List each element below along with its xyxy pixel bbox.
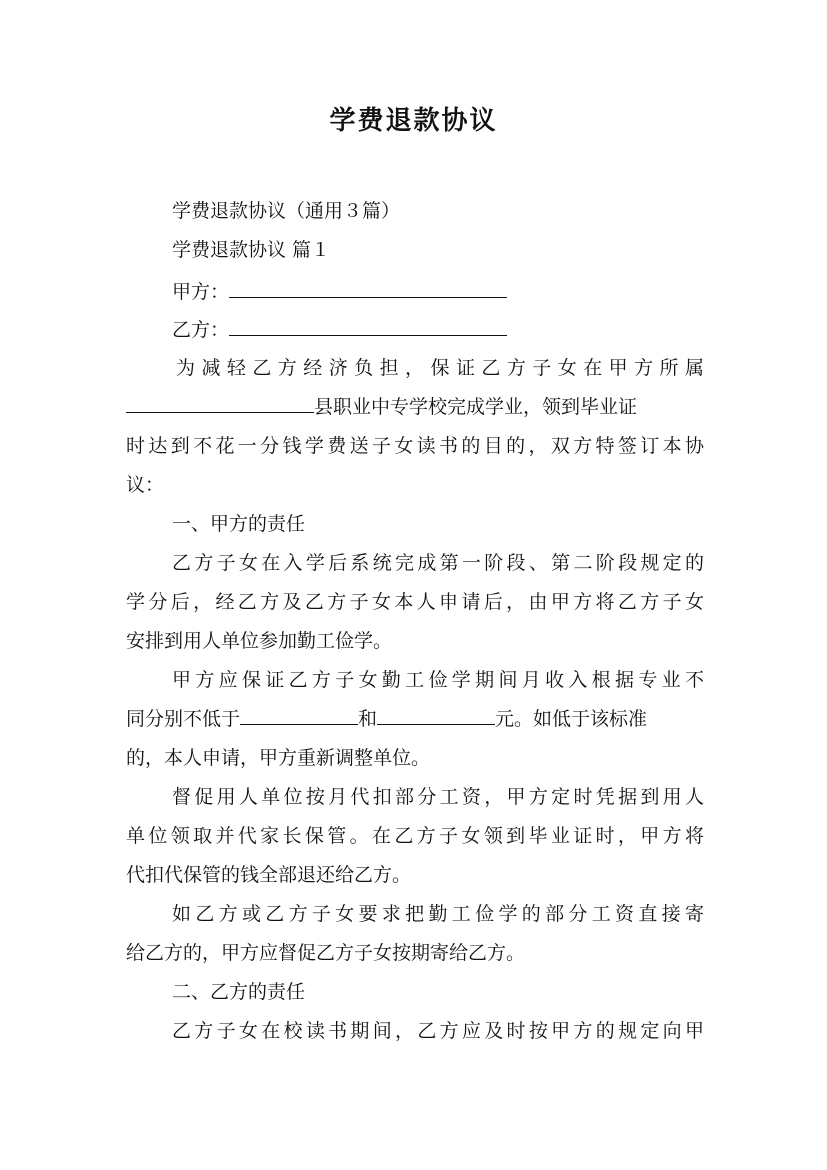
- sec1-p2-line-3: 的，本人申请，甲方重新调整单位。: [126, 747, 431, 769]
- party-a-line: [172, 279, 704, 305]
- sec1-p1-line-1: 乙方子女在入学后系统完成第一阶段、第二阶段规定的: [172, 552, 704, 574]
- party-b-label: 乙方：: [172, 319, 230, 341]
- sec1-p4-line-2: 给乙方的，甲方应督促乙方子女按期寄给乙方。: [126, 942, 526, 964]
- intro-line-2: [126, 394, 704, 420]
- intro-line-2-text: 县职业中专学校完成学业，领到毕业证: [314, 396, 638, 418]
- sec1-p4-line-1: 如乙方或乙方子女要求把勤工俭学的部分工资直接寄: [172, 903, 704, 925]
- intro-line-1: 为减轻乙方经济负担，保证乙方子女在甲方所属: [176, 357, 704, 379]
- subtitle: 学费退款协议（通用３篇）: [172, 200, 401, 222]
- intro-line-4: 议：: [126, 474, 165, 496]
- sec1-p2-text-a: 同分别不低于: [126, 708, 241, 730]
- party-a-blank: [229, 279, 507, 298]
- sec1-p3-line-2: 单位领取并代家长保管。在乙方子女领到毕业证时，甲方将: [126, 825, 704, 847]
- page-title: 学费退款协议: [329, 106, 498, 136]
- county-blank: [126, 394, 314, 413]
- sec1-p3-line-1: 督促用人单位按月代扣部分工资，甲方定时凭据到用人: [172, 786, 704, 808]
- party-b-line: [172, 317, 704, 343]
- sec2-heading: 二、乙方的责任: [172, 981, 306, 1003]
- intro-line-3: 时达到不花一分钱学费送子女读书的目的，双方特签订本协: [126, 435, 704, 457]
- sec1-p2-text-b: 和: [358, 708, 378, 730]
- sec2-p1-line-1: 乙方子女在校读书期间，乙方应及时按甲方的规定向甲: [172, 1020, 704, 1042]
- section-heading: 学费退款协议 篇１: [172, 239, 331, 261]
- sec1-p2-line-2: [126, 706, 704, 732]
- sec1-p1-line-2: 学分后，经乙方及乙方子女本人申请后，由甲方将乙方子女: [126, 591, 704, 613]
- sec1-heading: 一、甲方的责任: [172, 513, 306, 535]
- party-a-label: 甲方：: [172, 281, 230, 303]
- sec1-p2-line-1: 甲方应保证乙方子女勤工俭学期间月收入根据专业不: [172, 669, 704, 691]
- sec1-p1-line-3: 安排到用人单位参加勤工俭学。: [126, 630, 393, 652]
- sec1-p3-line-3: 代扣代保管的钱全部退还给乙方。: [126, 864, 412, 886]
- party-b-blank: [229, 317, 507, 336]
- min-income-blank-1: [240, 706, 358, 725]
- sec1-p2-text-c: 元。如低于该标准: [495, 708, 648, 730]
- min-income-blank-2: [377, 706, 495, 725]
